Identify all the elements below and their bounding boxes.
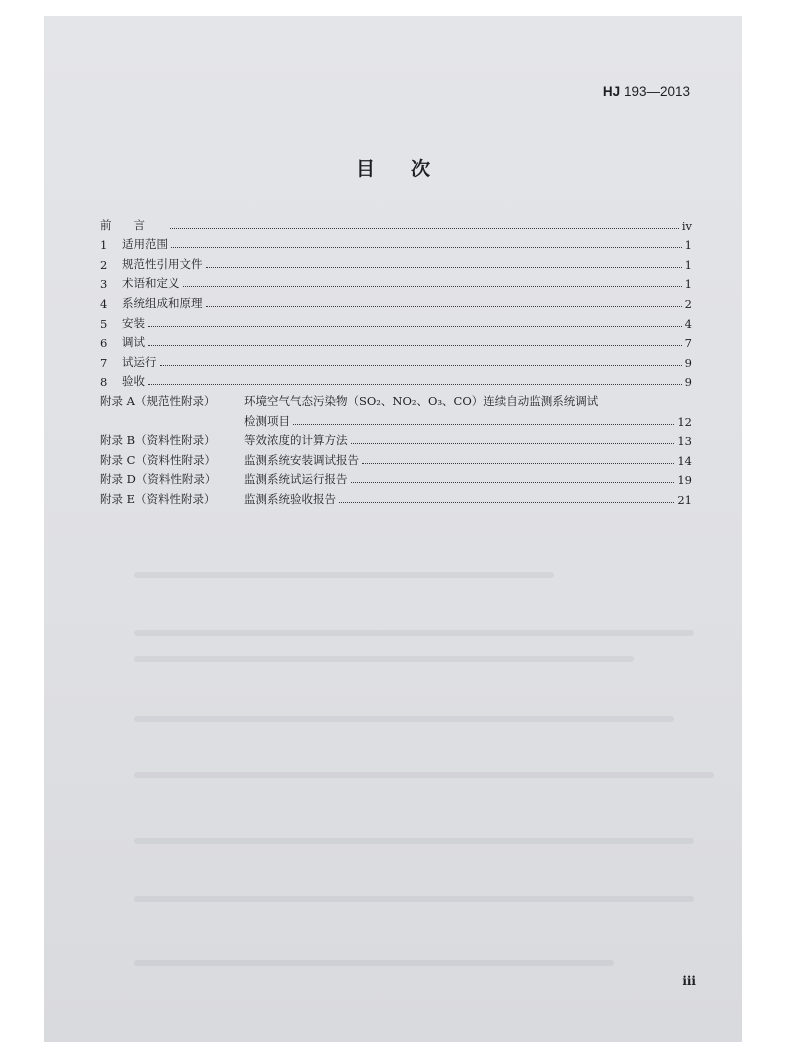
dot-leader: [170, 228, 679, 229]
toc-entry: [100, 331, 692, 351]
dot-leader: [171, 247, 682, 248]
dot-leader: [362, 463, 674, 464]
section-number: 8: [100, 375, 108, 390]
section-number: 5: [100, 316, 108, 331]
toc-entry-label: 调试: [122, 335, 145, 350]
section-number: 6: [100, 336, 108, 351]
toc-page-number: 13: [677, 434, 692, 449]
toc-entry: [100, 252, 692, 272]
appendix-label: 附录 D（资料性附录）: [100, 472, 217, 487]
toc-page-number: 1: [684, 257, 692, 272]
show-through-line: [134, 838, 694, 844]
toc-entry-appendix: [100, 487, 692, 507]
toc-entry-label: 术语和定义: [122, 276, 180, 291]
show-through-line: [134, 896, 694, 902]
toc-page-number: 9: [684, 375, 692, 390]
toc-entry: [100, 272, 692, 292]
dot-leader: [206, 267, 682, 268]
toc-entry-label: 安装: [122, 315, 145, 330]
toc-page-number: 1: [684, 238, 692, 253]
dot-leader: [148, 345, 682, 346]
toc-entry-label: 试运行: [122, 354, 157, 369]
toc-entry-label: 前言: [100, 217, 167, 232]
section-number: 2: [100, 257, 108, 272]
toc-page-number: iv: [681, 218, 692, 233]
toc-entry: [100, 233, 692, 253]
appendix-title-continued: 检测项目: [244, 413, 290, 428]
dot-leader: [351, 482, 675, 483]
toc-page-number: 9: [684, 355, 692, 370]
appendix-label: 附录 A（规范性附录）: [100, 393, 216, 408]
toc-entry: [100, 311, 692, 331]
dot-leader: [148, 384, 682, 385]
toc-entry: [100, 350, 692, 370]
section-number: 1: [100, 238, 108, 253]
show-through-line: [134, 572, 554, 578]
appendix-title: 等效浓度的计算方法: [244, 433, 348, 448]
dot-leader: [351, 443, 675, 444]
section-number: 3: [100, 277, 108, 292]
toc-page-number: 1: [684, 277, 692, 292]
toc-entry-label: 适用范围: [122, 237, 168, 252]
show-through-line: [134, 656, 634, 662]
toc-page-number: 2: [684, 296, 692, 311]
show-through-line: [134, 960, 614, 966]
dot-leader: [339, 502, 674, 503]
toc-page-number: 7: [684, 336, 692, 351]
appendix-label: 附录 C（资料性附录）: [100, 452, 216, 467]
toc-page-number: 4: [684, 316, 692, 331]
document-page: [44, 16, 742, 1042]
dot-leader: [206, 306, 682, 307]
appendix-title: 环境空气气态污染物（SO₂、NO₂、O₃、CO）连续自动监测系统调试: [244, 393, 599, 408]
page-number: iii: [682, 974, 696, 988]
appendix-title: 监测系统安装调试报告: [244, 452, 359, 467]
toc-entry-appendix-a: [100, 389, 692, 428]
toc-page-number: 14: [677, 453, 692, 468]
dot-leader: [183, 286, 682, 287]
appendix-title: 监测系统验收报告: [244, 491, 336, 506]
show-through-line: [134, 716, 674, 722]
standard-prefix: HJ: [602, 84, 621, 99]
dot-leader: [160, 365, 682, 366]
toc-page-number: 19: [677, 473, 692, 488]
toc-entry-appendix: [100, 468, 692, 488]
appendix-label: 附录 B（资料性附录）: [100, 433, 216, 448]
dot-leader: [148, 326, 682, 327]
section-number: 4: [100, 296, 108, 311]
toc-entry-label: 系统组成和原理: [122, 295, 203, 310]
toc-entry-label: 规范性引用文件: [122, 256, 203, 271]
toc-entry-preface: [100, 213, 692, 233]
show-through-line: [134, 772, 714, 778]
appendix-label: 附录 E（资料性附录）: [100, 491, 216, 506]
standard-code: [603, 84, 690, 99]
standard-number: 193—2013: [623, 84, 690, 99]
table-of-contents: [100, 213, 692, 507]
show-through-line: [134, 630, 694, 636]
dot-leader: [293, 424, 674, 425]
toc-entry-label: 验收: [122, 374, 145, 389]
toc-entry-appendix: [100, 448, 692, 468]
toc-page-number: 12: [677, 414, 692, 429]
toc-entry: [100, 291, 692, 311]
toc-entry: [100, 370, 692, 390]
appendix-title: 监测系统试运行报告: [244, 472, 348, 487]
section-number: 7: [100, 355, 108, 370]
page-title: 目次: [355, 158, 466, 180]
toc-page-number: 21: [677, 492, 692, 507]
toc-entry-appendix: [100, 429, 692, 449]
